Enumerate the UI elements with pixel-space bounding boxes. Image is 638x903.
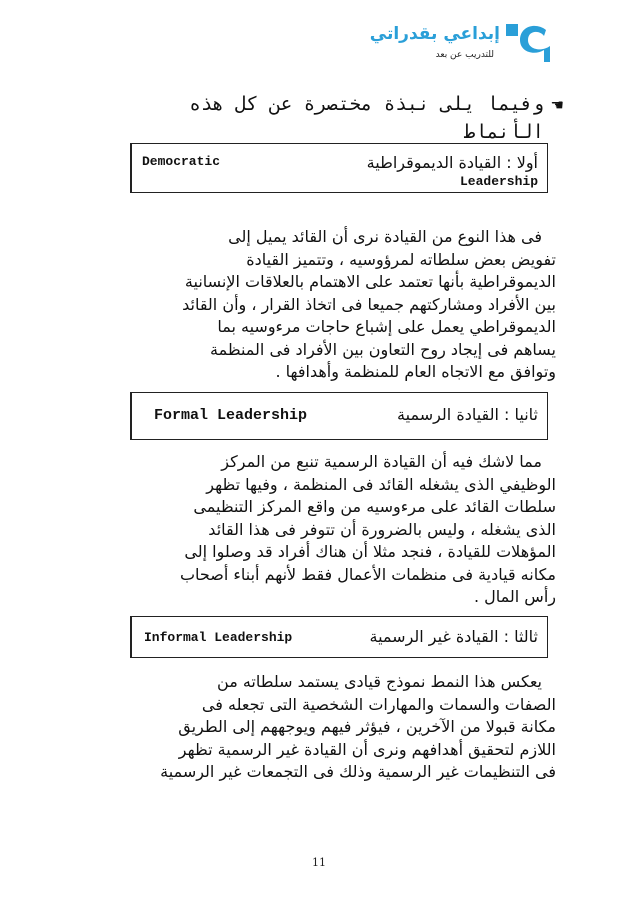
paragraph-line: فى التنظيمات غير الرسمية وذلك فى التجمعات غير الرسمية: [160, 762, 556, 781]
section-heading-democratic: [130, 143, 548, 193]
paragraph-line: الديموقراطي يعمل على إشباع حاجات مرءوسيه بما: [217, 317, 556, 336]
paragraph-line: بين الأفراد ومشاركتهم جميعا فى اتخاذ القرار ، وأن القائد: [182, 294, 556, 314]
paragraph-line: وتوافق مع الاتجاه العام للمنظمة وأهدافها .: [275, 362, 556, 381]
section-title-ar: ثالثا : القيادة غير الرسمية: [369, 627, 538, 646]
section-paragraph-democratic: [80, 226, 556, 384]
paragraph-line: سلطات القائد على مرءوسيه من واقع المركز التنظيمى: [193, 497, 556, 516]
section-title-ar: ثانيا : القيادة الرسمية: [397, 405, 538, 424]
paragraph-line: رأس المال .: [473, 587, 556, 606]
paragraph-line: تفويض بعض سلطاته لمرؤوسيه ، وتتميز القيادة: [246, 249, 556, 269]
paragraph-line: اللازم لتحقيق أهدافهم ونرى أن القيادة غير الرسمية تظهر: [178, 739, 556, 759]
section-paragraph-formal: [80, 451, 556, 609]
paragraph-line: فى هذا النوع من القيادة نرى أن القائد يميل إلى: [228, 227, 542, 246]
paragraph-line: يعكس هذا النمط نموذج قيادى يستمد سلطاته من: [217, 672, 542, 691]
section-title-en: Formal Leadership: [154, 407, 308, 424]
paragraph-line: الديموقراطية بأنها تعتمد على الاهتمام بالعلاقات الإنسانية: [184, 272, 556, 291]
paragraph-line: الوظيفي الذى يشغله القائد فى المنظمة ، وفيها تظهر: [206, 474, 556, 494]
paragraph-line: مما لاشك فيه أن القيادة الرسمية تنبع من المركز: [221, 452, 542, 471]
section-heading-informal: [130, 616, 548, 658]
section-heading-formal: [130, 392, 548, 440]
section-title-en: Leadership: [459, 174, 538, 189]
paragraph-line: مكانه قيادية فى منظمات الأعمال فقط لأنهم أبناء أصحاب: [179, 564, 556, 584]
logo-mark-icon: [506, 16, 552, 68]
section-title-ar: أولا : القيادة الديموقراطية: [366, 153, 538, 172]
logo-name: إبداعي بقدراتي: [369, 24, 500, 44]
page-number: 11: [312, 856, 326, 869]
brand-logo: [369, 14, 552, 76]
intro-text: وفيما يلى نبذة مختصرة عن كل هذه الأنماط: [189, 93, 544, 143]
paragraph-line: الصفات والسمات والمهارات الشخصية التى تجعله فى: [201, 694, 556, 714]
section-paragraph-informal: [80, 671, 556, 784]
pointing-hand-icon: ☚: [550, 96, 564, 114]
section-title-en: Informal Leadership: [144, 630, 293, 645]
paragraph-line: الذى يشغله ، وليس بالضرورة أن تتوفر فى هذا القائد: [208, 519, 556, 539]
paragraph-line: يساهم فى إيجاد روح التعاون بين الأفراد فى المنظمة: [210, 339, 556, 359]
section-title-en: Democratic: [142, 154, 221, 169]
paragraph-line: المؤهلات للقيادة ، فنجد مثلا أن هناك أفراد قد وصلوا إلى: [184, 542, 556, 561]
logo-tagline: للتدريب عن بعد: [435, 50, 494, 60]
paragraph-line: مكانة قبولا من الآخرين ، فيؤثر فيهم ويوجههم إلى الطريق: [178, 717, 556, 736]
